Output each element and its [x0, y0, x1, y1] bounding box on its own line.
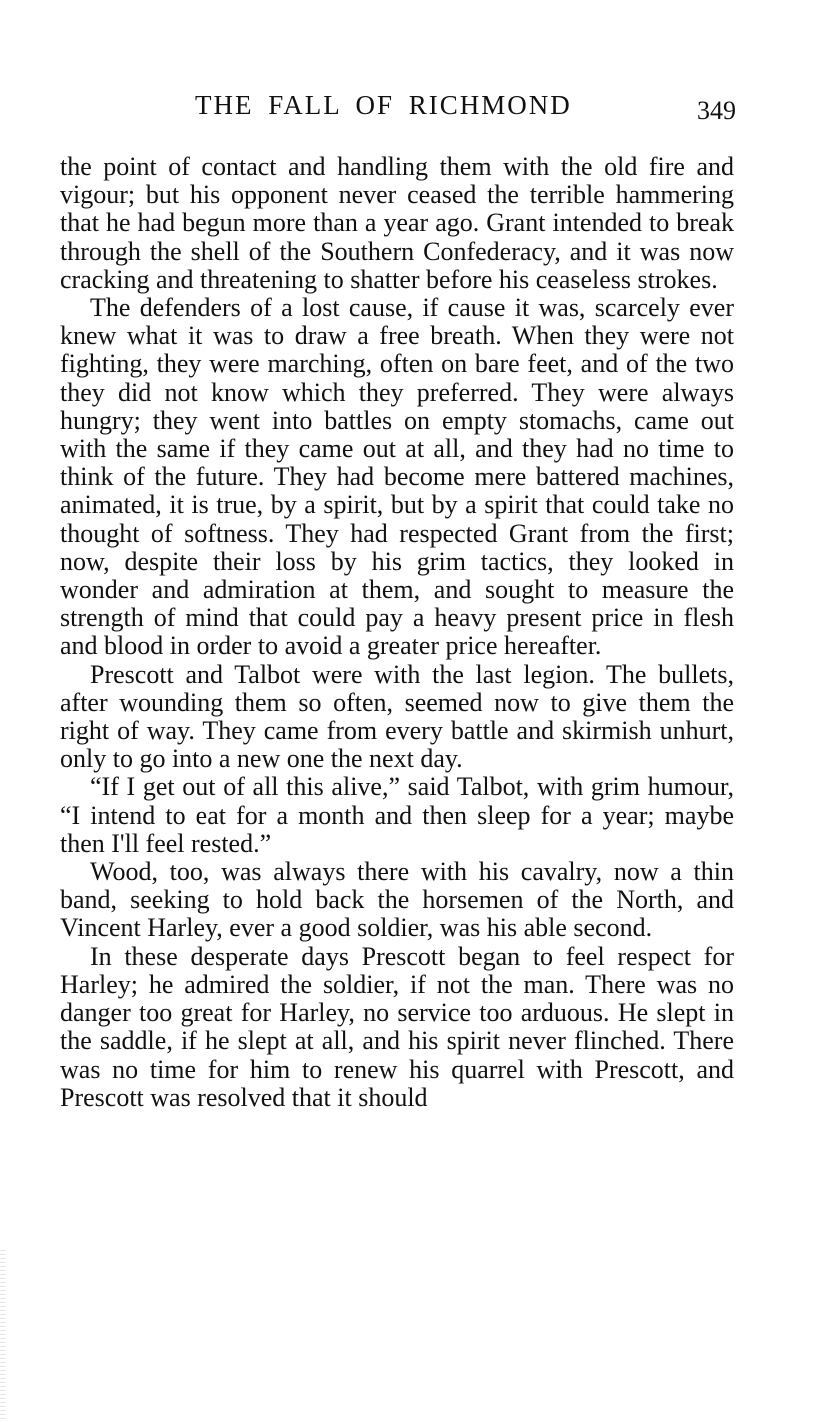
page-number: 349: [697, 96, 736, 125]
body-text: [60, 153, 734, 1112]
paragraph: Wood, too, was always there with his cavalry, now a thin band, seeking to hold back the horsemen of the North, and Vincent Harley, ever a good soldier, was his able second.: [60, 857, 734, 943]
paragraph-continued: the point of contact and handling them with the old fire and vigour; but his opponent never ceased the terrible hammering that he had begun more than a year ago. Grant intended to break through the shell of the Southern Confederacy, and it was now cracking and threatening to shatter before his ceaseless strokes.: [60, 152, 734, 294]
scan-edge-artifact: [0, 1250, 6, 1420]
running-head: [60, 86, 736, 126]
paragraph: Prescott and Talbot were with the last legion. The bullets, after wounding them so often, seemed now to give them the right of way. They came from every battle and skirmish unhurt, only to go into a new one the next day.: [60, 659, 734, 774]
paragraph-dialogue: “If I get out of all this alive,” said Talbot, with grim humour, “I intend to eat for a month and then sleep for a year; maybe then I'll feel rested.”: [60, 772, 734, 858]
paragraph: In these desperate days Prescott began to feel respect for Harley; he admired the soldier, if not the man. There was no danger too great for Harley, no service too arduous. He slept in the saddle, if he slept at all, and his spirit never flinched. There was no time for him to renew his quarrel with Prescott, and Prescott was resolved that it should: [60, 941, 734, 1112]
running-title: THE FALL OF RICHMOND: [195, 90, 572, 120]
paragraph: The defenders of a lost cause, if cause it was, scarcely ever knew what it was to draw a free breath. When they were not fighting, they were marching, often on bare feet, and of the two they did not know which they preferred. They were always hungry; they went into battles on empty stomachs, came out with the same if they came out at all, and they had no time to think of the future. They had become mere battered machines, animated, it is true, by a spirit, but by a spirit that could take no thought of softness. They had respected Grant from the first; now, despite their loss by his grim tactics, they looked in wonder and admiration at them, and sought to measure the strength of mind that could pay a heavy present price in flesh and blood in order to avoid a greater price hereafter.: [60, 293, 734, 661]
